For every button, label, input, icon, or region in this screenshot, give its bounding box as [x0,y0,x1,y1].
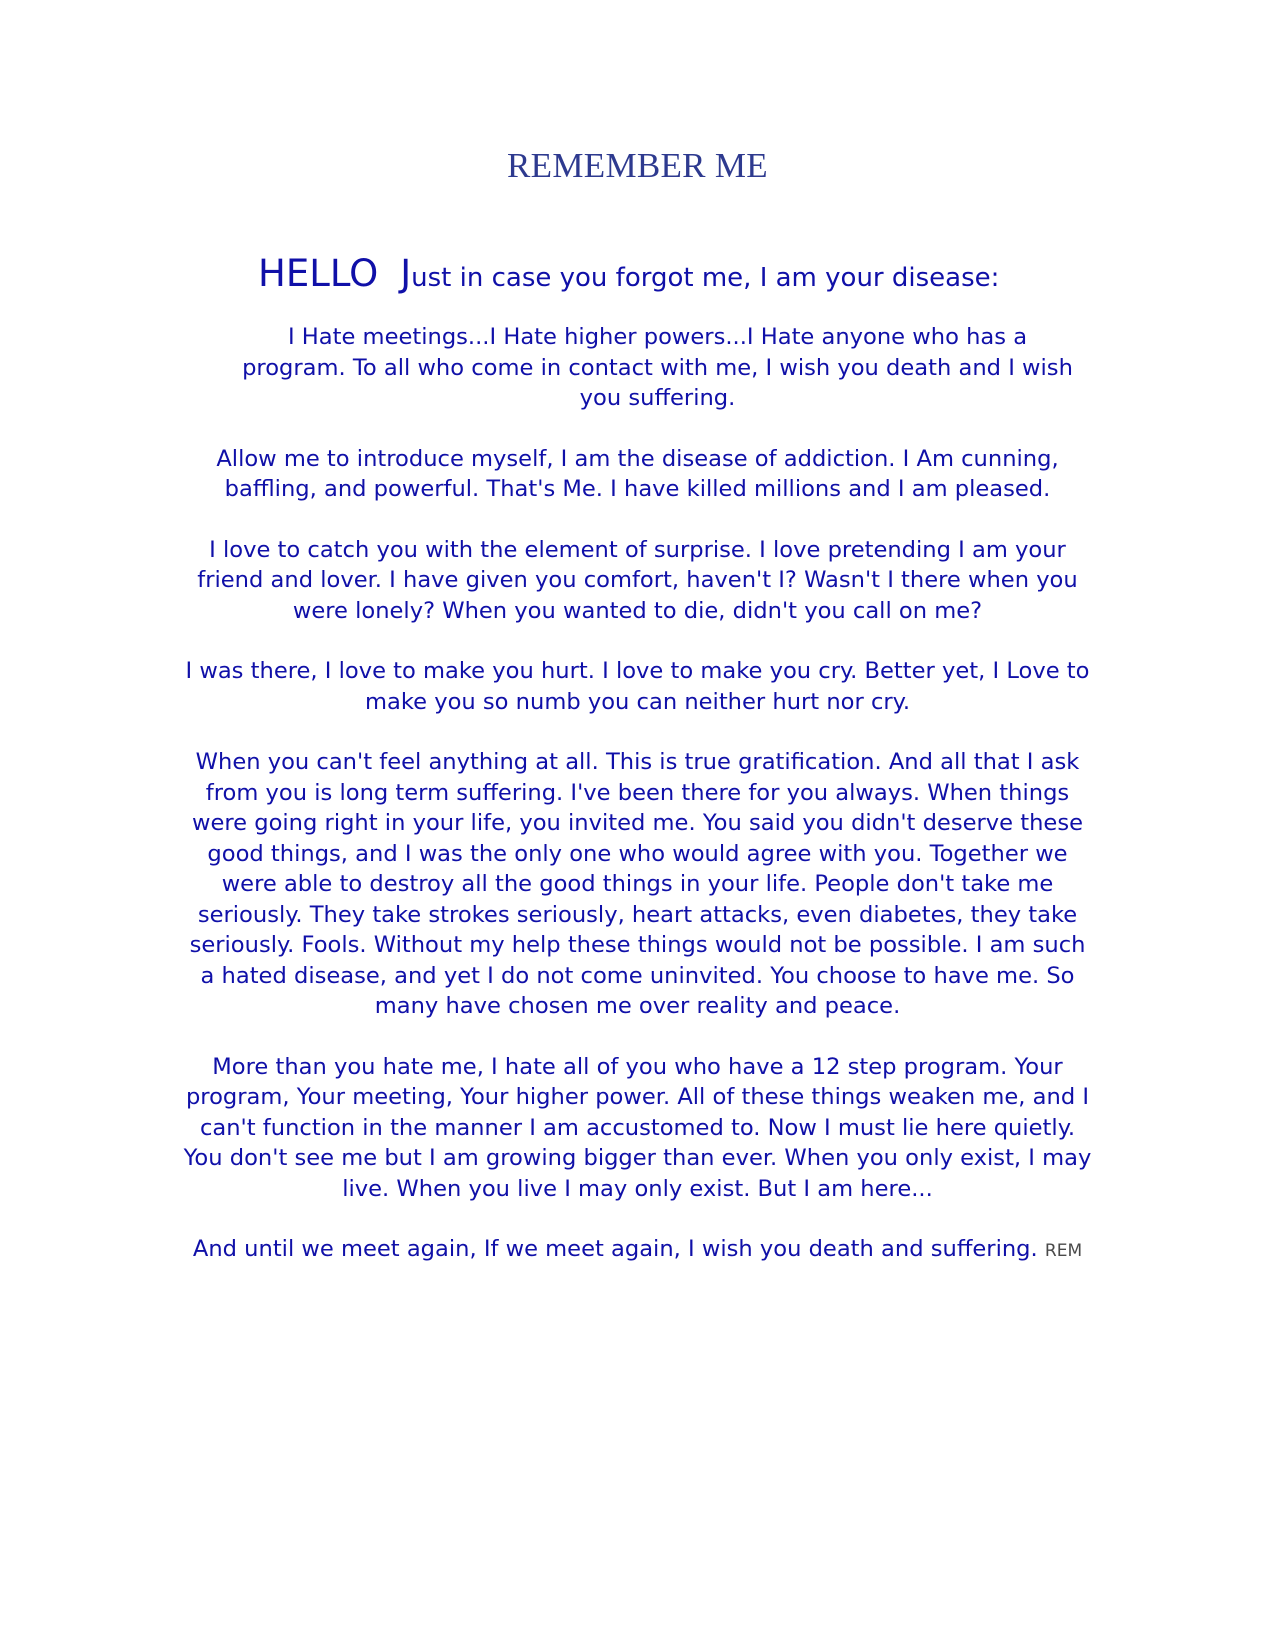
paragraph-gratification: When you can't feel anything at all. This is true gratification. And all that I ask from you is long term suffering. I've been there for you always. When things were going right in your life, you invited me. You said you didn't deserve these good things, and I was the only one who would agree with you. Together we were able to destroy all the good things in your life. People don't take me seriously. They take strokes seriously, heart attacks, even diabetes, they take seriously. Fools. Without my help these things would not be possible. I am such a hated disease, and yet I do not come uninvited. You choose to have me. So many have chosen me over reality and peace. [189,749,1086,1019]
page-title: REMEMBER ME [507,146,768,185]
paragraph-surprise: I love to catch you with the element of surprise. I love pretending I am your friend and lover. I have given you comfort, haven't I? Wasn't I there when you were lonely? When you wanted to die, didn't you call on me? [197,536,1078,624]
letter-body [180,322,1095,1297]
signature: REM [1044,1241,1083,1261]
intro-line [258,252,999,295]
hello-word: HELLO [258,252,379,295]
paragraph-hurt: I was there, I love to make you hurt. I love to make you cry. Better yet, I Love to make you so numb you can neither hurt nor cry. [185,658,1090,715]
paragraph-hate: I Hate meetings...I Hate higher powers...I Hate anyone who has a program. To all who come in contact with me, I wish you death and I wish you suffering. [242,324,1073,411]
paragraph-introduce: Allow me to introduce myself, I am the disease of addiction. I Am cunning, baffling, and powerful. That's Me. I have killed millions and I am pleased. [216,445,1059,502]
paragraph-closing [180,1234,1095,1267]
paragraph-program: More than you hate me, I hate all of you who have a 12 step program. Your program, Your meeting, Your higher power. All of these things weaken me, and I can't function in the manner I am accustomed to. Now I must lie here quietly. You don't see me but I am growing bigger than ever. When you only exist, I may live. When you live I may only exist. But I am here... [183,1053,1092,1202]
intro-rest: ust in case you forgot me, I am your disease: [411,263,1000,293]
closing-text: And until we meet again, If we meet again, I wish you death and suffering. [192,1236,1038,1262]
intro-first-letter: J [400,252,412,295]
